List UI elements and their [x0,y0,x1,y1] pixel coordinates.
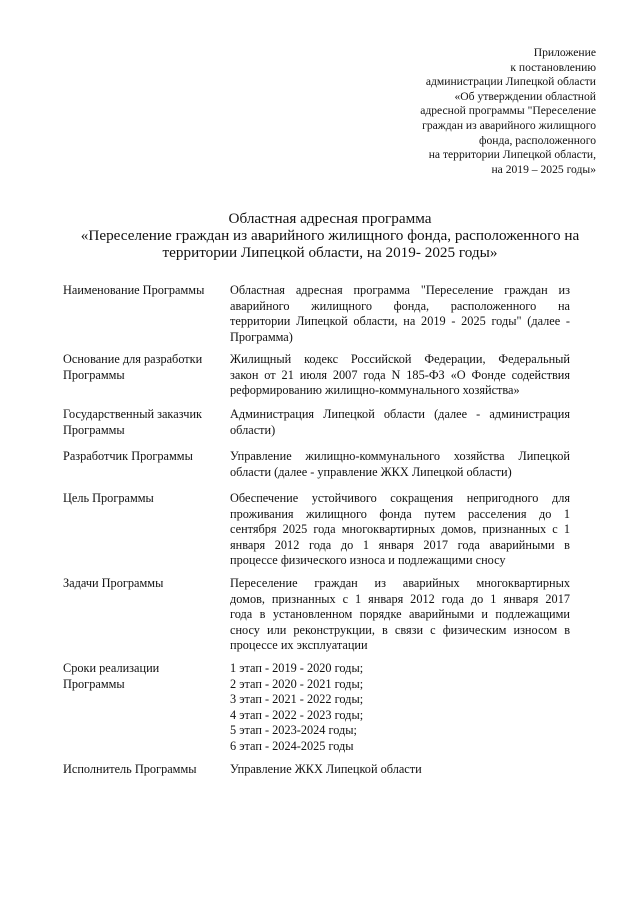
row-value [230,352,570,399]
label-line: Сроки реализации [63,661,160,675]
program-title [60,211,600,261]
value-line: года в установленном порядке аварийными и подлежащими [230,607,570,622]
appendix-header [366,46,596,177]
value-line: закон от 21 июля 2007 года N 185-ФЗ «О Фонде содействия [230,367,570,382]
row-value [230,762,570,778]
row-value [230,407,570,438]
value-line: января 2012 года до 1 января 2017 года аварийными в [230,537,570,552]
row-value [230,661,570,755]
label-line: Наименование Программы [63,283,205,297]
appendix-line: на территории Липецкой области, [428,148,596,162]
row-value [230,491,570,569]
label-line: Разработчик Программы [63,449,193,463]
row-value [230,283,570,345]
label-line: Цель Программы [63,491,154,505]
label-line: Программы [63,422,125,437]
row-label [63,283,223,299]
value-line: процессе физического износа и подлежащими сносу [230,553,506,568]
value-line: Программа) [230,329,293,344]
row-label [63,449,223,465]
stage-item: 6 этап - 2024-2025 годы [230,738,354,753]
value-line: Областная адресная программа "Переселение граждан из [230,283,570,297]
value-line: области (далее - управление ЖКХ Липецкой области) [230,464,512,479]
stage-item: 4 этап - 2022 - 2023 годы; [230,707,364,722]
title-line: «Переселение граждан из аварийного жилищного фонда, расположенного на [80,226,580,244]
title-line: территории Липецкой области, на 2019- 2025 годы» [162,243,498,261]
value-line: Администрация Липецкой области (далее - администрация [230,407,570,421]
value-line: Управление жилищно-коммунального хозяйства Липецкой [230,449,570,463]
row-label [63,661,223,692]
value-line: Переселение граждан из аварийных многоквартирных [230,576,570,590]
stage-item: 5 этап - 2023-2024 годы; [230,723,357,738]
label-line: Программы [63,676,125,691]
stage-item: 1 этап - 2019 - 2020 годы; [230,661,364,675]
label-line: Государственный заказчик [63,407,203,421]
value-line: процессе их эксплуатации [230,638,368,653]
row-label [63,762,223,778]
value-line: реформированию жилищно-коммунального хозяйства» [230,383,520,398]
label-line: Задачи Программы [63,576,164,590]
row-label [63,352,223,383]
value-line: Управление ЖКХ Липецкой области [230,762,422,776]
appendix-line: на 2019 – 2025 годы» [491,162,596,176]
value-line: Жилищный кодекс Российской Федерации, Федеральный [230,352,570,366]
value-line: области) [230,422,276,437]
value-line: проживания жилищного фонда путем расселения до 1 [230,506,570,521]
value-line: домов, признанных с 1 января 2012 года до 1 января 2017 [230,591,570,606]
appendix-line: граждан из аварийного жилищного [422,118,596,132]
appendix-line: администрации Липецкой области [425,75,596,89]
appendix-line: адресной программы "Переселение [420,104,596,118]
stage-item: 3 этап - 2021 - 2022 годы; [230,692,364,707]
appendix-line: фонда, расположенного [478,133,596,147]
label-line: Программы [63,367,125,382]
row-value [230,576,570,654]
row-label [63,491,223,507]
stage-item: 2 этап - 2020 - 2021 годы; [230,676,364,691]
appendix-line: Приложение [533,46,596,59]
row-label [63,407,223,438]
row-label [63,576,223,592]
value-line: территории Липецкой области, на 2019 - 2025 годы" (далее - [230,314,570,329]
row-value [230,449,570,480]
label-line: Основание для разработки [63,352,203,366]
value-line: сентября 2025 года многоквартирных домов, признанных с 1 [230,522,570,537]
title-line: Областная адресная программа [228,210,432,227]
appendix-line: к постановлению [510,60,596,74]
appendix-line: «Об утверждении областной [454,89,596,103]
value-line: Обеспечение устойчивого сокращения непригодного для [230,491,570,505]
label-line: Исполнитель Программы [63,762,197,776]
value-line: аварийного жилищного фонда, расположенного на [230,298,570,313]
value-line: сносу или реконструкции, в связи с физическим износом в [230,622,570,637]
